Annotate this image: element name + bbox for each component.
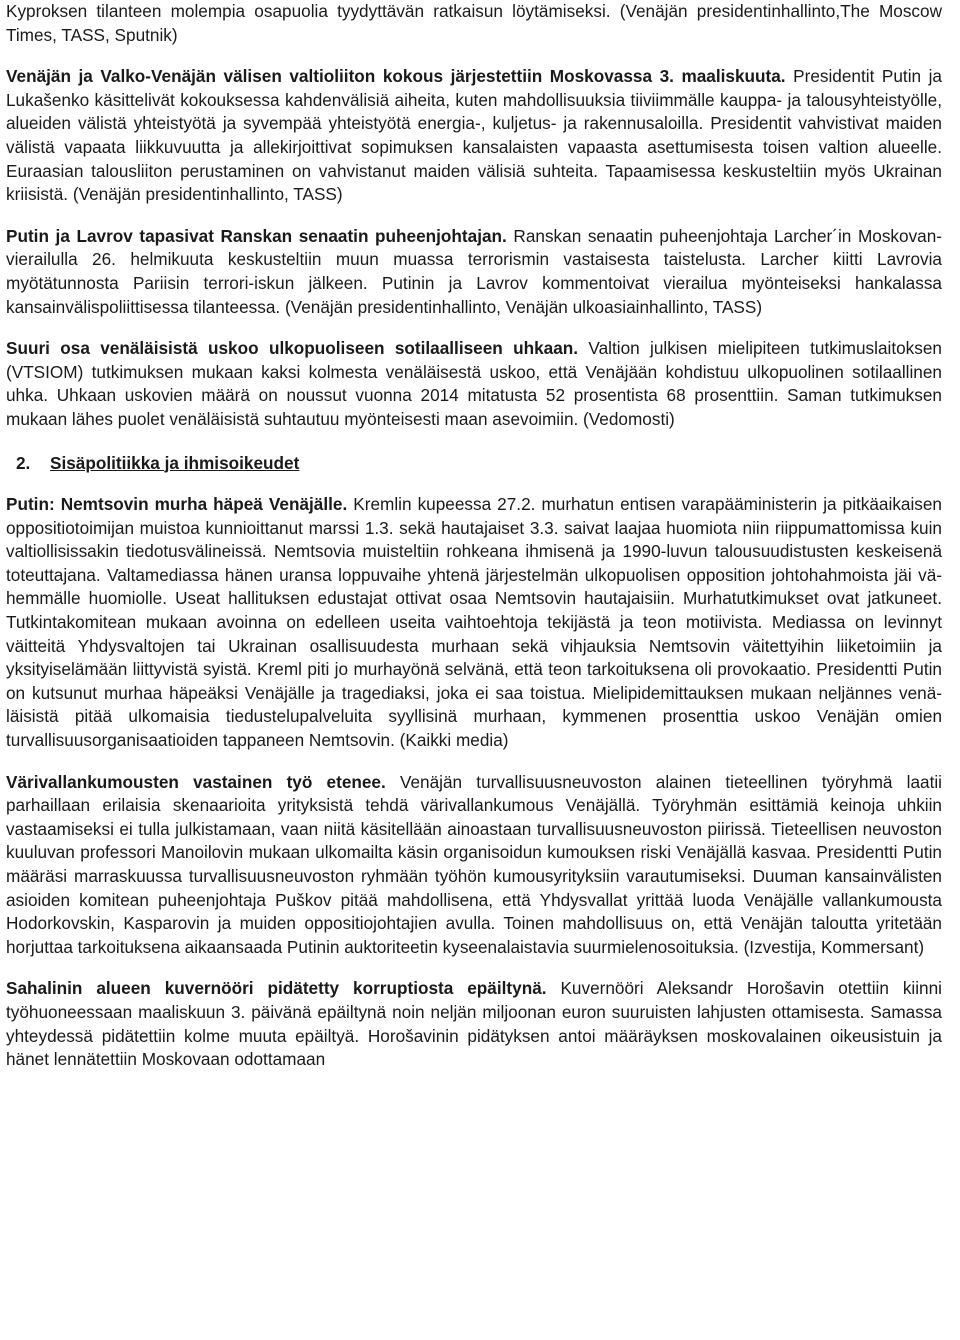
paragraph-union-state: [6, 65, 942, 207]
paragraph-sakhalin-governor: [6, 977, 942, 1071]
paragraph-body: Kremlin kupeessa 27.2. murhatun entisen varapääministerin ja pitkäaikaisen oppositiotoimijan muistoa kunnioittanut marssi 1.3. sekä hautajaiset 3.3. saivat laajaa huomiota niin riippumattomissa kuin valtiollisissakin tiedotusvälineissä. Nemtsovia muisteltiin rohkeana ihmisenä ja 1990-luvun talousuudistusten keskeisenä toteuttajana. Valtamediassa hänen uransa loppuvaihe yhtenä järjestelmän ulkopuolisen opposition johtohahmoista jäi vähemmälle huomiolle. Useat hallituksen edustajat ottivat osaa Nemtsovin hautajaisiin. Murhatutkimukset ovat jatkuneet. Tutkintakomitean mukaan avoinna on edelleen useita vaihtoehtoja tekijästä ja teon motiivista. Mediassa on levinnyt väitteitä Yhdysvaltojen tai Ukrainan osallisuudesta murhaan sekä vihjauksia Nemtsovin väitettyihin liiketoimiin ja yksityiselämään liittyvistä syistä. Kreml piti jo murhayönä selvänä, että teon tarkoituksena oli provokaatio. Presidentti Putin on kutsunut murhaa häpeäksi Venäjälle ja tragediaksi, joka ei saa toistua. Mielipidemittauksen mukaan neljännes venäläisistä pitää ulkomaisia tiedustelupalveluita syyllisinä murhaan, kymmenen prosenttia uskoo Venäjän omien turvallisuusorganisaatioiden tappaneen Nemtsovin. (Kaikki media): [6, 494, 942, 751]
paragraph-color-revolutions: [6, 771, 942, 960]
section-title: Sisäpolitiikka ja ihmisoikeudet: [50, 452, 300, 473]
paragraph-french-senate: [6, 225, 942, 319]
paragraph-heading: Värivallankumousten vastainen työ etenee.: [6, 771, 386, 792]
paragraph-military-threat: [6, 337, 942, 431]
paragraph-cyprus: [6, 0, 942, 47]
paragraph-body: Ranskan senaatin puheenjohtaja Larcher´in Moskovan-vierailulla 26. helmikuuta keskusteltiin muun muassa terrorismin vastaisesta taistelusta. Larcher kiitti Lavrovia myötätunnosta Pariisin terrori-iskun jälkeen. Putinin ja Lavrov kommentoivat vierailua myönteiseksi hankalassa kansainvälispoliittisessa tilanteessa. (Venäjän presidentinhallinto, Venäjän ulkoasiainhallinto, TASS): [6, 225, 943, 317]
document-page: [6, 0, 942, 1072]
section-heading: [6, 452, 942, 476]
paragraph-body: Valtion julkisen mielipiteen tutkimuslaitoksen (VTSIOM) tutkimuksen mukaan kaksi kolmesta venäläisestä uskoo, että Venäjään kohdistuu ulkopuolinen sotilaallinen uhka. Uhkaan uskovien määrä on noussut vuonna 2014 mitatusta 52 prosentista 68 prosenttiin. Saman tutkimuksen mukaan lähes puolet venäläisistä suhtautuu myönteisesti maan asevoimiin. (Vedomosti): [6, 338, 942, 429]
paragraph-heading: Sahalinin alueen kuvernööri pidätetty korruptiosta epäiltynä.: [6, 978, 547, 999]
paragraph-body: Kyproksen tilanteen molempia osapuolia tyydyttävän ratkaisun löytämiseksi. (Venäjän presidentinhallinto,The Moscow Times, TASS, Sputnik): [6, 1, 942, 45]
section-number: 2.: [16, 452, 31, 473]
paragraph-heading: Putin ja Lavrov tapasivat Ranskan senaatin puheenjohtajan.: [6, 225, 507, 246]
paragraph-body: Kuvernööri Aleksandr Horošavin otettiin kiinni työhuoneessaan maaliskuun 3. päivänä epäiltynä noin neljän miljoonan euron suuruisten lahjusten ottamisesta. Samassa yhteydessä pidätettiin kolme muuta epäiltyä. Horošavinin pidätyksen antoi määräyksen moskovalainen oikeusistuin ja hänet lennätettiin Moskovaan odottamaan: [6, 978, 942, 1070]
paragraph-heading: Venäjän ja Valko-Venäjän välisen valtioliiton kokous järjestettiin Moskovassa 3. maaliskuuta.: [6, 66, 786, 87]
paragraph-body: Presidentit Putin ja Lukašenko käsittelivät kokouksessa kahdenvälisiä aiheita, kuten mahdollisuuksia tiiviimmälle kauppa- ja talousyhteistyölle, alueiden välistä yhteistyötä ja syvempää yhteistyötä energia-, kuljetus- ja rakennusaloilla. Presidentit vahvistivat maiden välistä vapaata liikkuvuutta ja allekirjoittivat sopimuksen kansalaisten vapaasta asettumisesta toisen valtion alueelle. Euraasian talousliiton perustaminen on vahvistanut maiden välisiä suhteita. Tapaamisessa keskusteltiin myös Ukrainan kriisistä. (Venäjän presidentinhallinto, TASS): [6, 66, 942, 205]
paragraph-heading: Suuri osa venäläisistä uskoo ulkopuoliseen sotilaalliseen uhkaan.: [6, 338, 579, 359]
paragraph-heading: Putin: Nemtsovin murha häpeä Venäjälle.: [6, 494, 348, 515]
paragraph-nemtsov: [6, 493, 942, 753]
paragraph-body: Venäjän turvallisuusneuvoston alainen tieteellinen työryhmä laatii parhaillaan erilaisia skenaarioita yrityksistä tehdä värivallankumous Venäjällä. Työryhmän esittämiä keinoja uhkiin vastaamiseksi ei tulla julkistamaan, vaan niitä käsitellään ainoastaan turvallisuusneuvoston piirissä. Tieteellisen neuvoston kuuluvan professori Manoilovin mukaan ulkomailta käsin organisoidun kumouksen riski Venäjällä kasvaa. Presidentti Putin määräsi marraskuussa turvallisuusneuvoston ryhmään työhön kumousyrityksiin varautumiseksi. Duuman kansainvälisten asioiden komitean puheenjohtaja Puškov pitää mahdollisena, että Yhdysvallat yrittää luoda Venäjälle vallankumousta Hodorkovskin, Kasparovin ja muiden oppositiojohtajien avulla. Toinen mahdollisuus on, että Venäjän taloutta yritetään horjuttaa tarkoituksena aikaansaada Putinin auktoriteetin kyseenalaistavia suurmielenosoituksia. (Izvestija, Kommersant): [6, 771, 942, 957]
